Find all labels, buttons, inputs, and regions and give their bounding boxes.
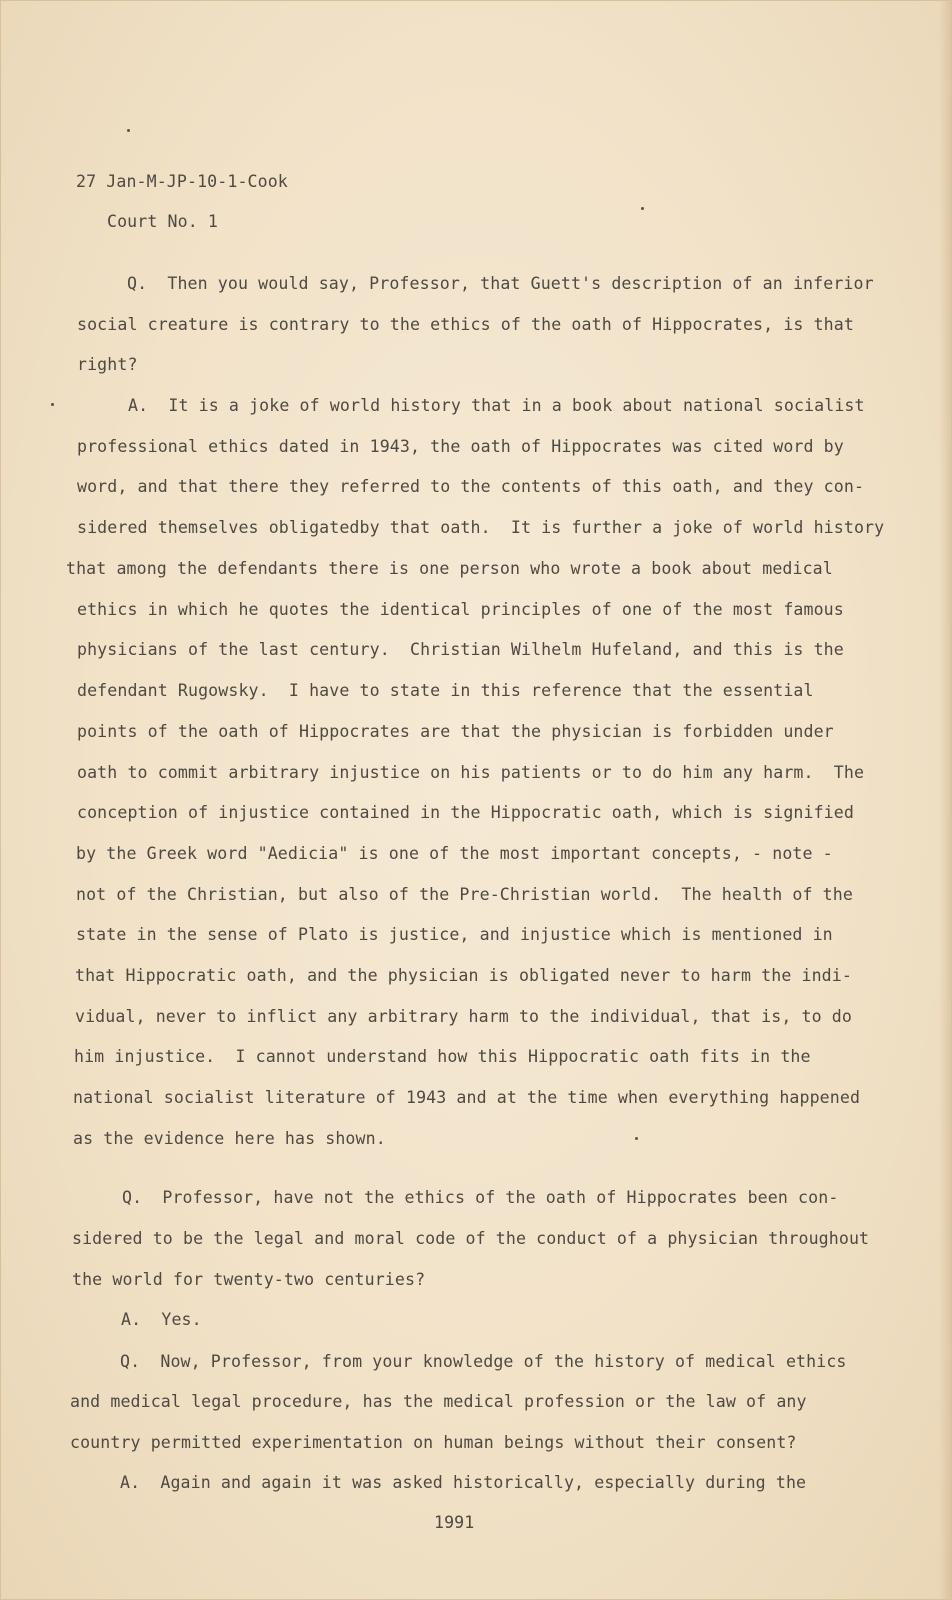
- body-line: conception of injustice contained in the Hippocratic oath, which is signified: [77, 803, 854, 822]
- body-line: by the Greek word "Aedicia" is one of the most important concepts, - note -: [76, 844, 833, 863]
- paper-speck: [51, 403, 54, 406]
- body-line: that Hippocratic oath, and the physician is obligated never to harm the indi-: [75, 966, 852, 985]
- body-line: A. Yes.: [121, 1310, 202, 1329]
- body-line: the world for twenty-two centuries?: [72, 1270, 426, 1289]
- body-line: sidered to be the legal and moral code of the conduct of a physician throughout: [72, 1229, 870, 1248]
- body-line: A. It is a joke of world history that in a book about national socialist: [128, 396, 865, 415]
- body-line: oath to commit arbitrary injustice on his patients or to do him any harm. The: [77, 763, 865, 782]
- body-line: ethics in which he quotes the identical principles of one of the most famous: [77, 600, 844, 619]
- body-line: A. Again and again it was asked historically, especially during the: [120, 1473, 807, 1492]
- body-line: state in the sense of Plato is justice, and injustice which is mentioned in: [76, 925, 833, 944]
- paper-speck: [127, 129, 130, 132]
- body-line: that among the defendants there is one person who wrote a book about medical: [66, 559, 833, 578]
- body-line: Q. Then you would say, Professor, that Guett's description of an inferior: [127, 274, 874, 293]
- body-line: professional ethics dated in 1943, the oath of Hippocrates was cited word by: [77, 437, 844, 456]
- body-line: as the evidence here has shown.: [73, 1129, 386, 1148]
- body-line: right?: [77, 355, 138, 374]
- body-line: not of the Christian, but also of the Pre-Christian world. The health of the: [76, 885, 853, 904]
- body-line: word, and that there they referred to the contents of this oath, and they con-: [77, 477, 865, 496]
- body-line: national socialist literature of 1943 and at the time when everything happened: [73, 1088, 861, 1107]
- paper-speck: [635, 1137, 638, 1140]
- body-line: social creature is contrary to the ethics of the oath of Hippocrates, is that: [77, 315, 854, 334]
- court-number: Court No. 1: [107, 212, 218, 231]
- body-line: Q. Professor, have not the ethics of the oath of Hippocrates been con-: [122, 1188, 839, 1207]
- file-reference: 27 Jan-M-JP-10-1-Cook: [76, 172, 288, 191]
- paper-speck: [641, 207, 644, 210]
- body-line: country permitted experimentation on human beings without their consent?: [70, 1433, 797, 1452]
- body-line: vidual, never to inflict any arbitrary harm to the individual, that is, to do: [75, 1007, 852, 1026]
- body-line: and medical legal procedure, has the medical profession or the law of any: [70, 1392, 807, 1411]
- body-line: physicians of the last century. Christian Wilhelm Hufeland, and this is the: [77, 640, 844, 659]
- body-line: Q. Now, Professor, from your knowledge of the history of medical ethics: [120, 1352, 847, 1371]
- body-line: him injustice. I cannot understand how this Hippocratic oath fits in the: [74, 1047, 811, 1066]
- page-number: 1991: [434, 1513, 475, 1532]
- body-line: sidered themselves obligatedby that oath. It is further a joke of world history: [77, 518, 885, 537]
- body-line: defendant Rugowsky. I have to state in this reference that the essential: [77, 681, 814, 700]
- body-line: points of the oath of Hippocrates are that the physician is forbidden under: [77, 722, 834, 741]
